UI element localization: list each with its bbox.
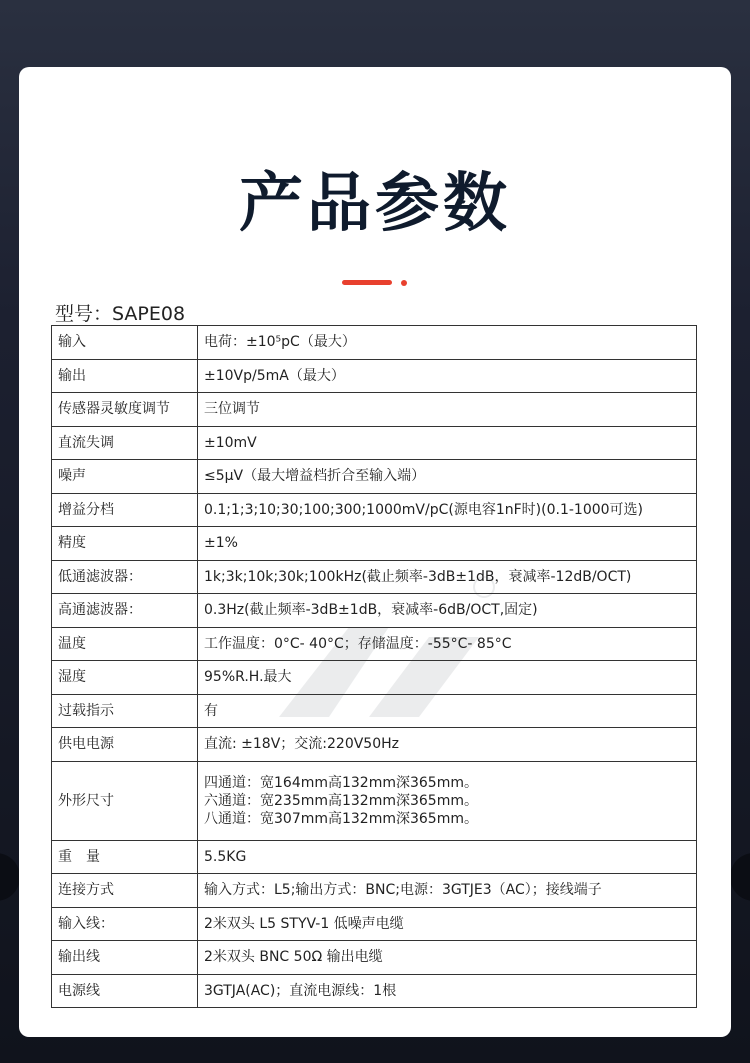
title-accent-dot bbox=[401, 280, 407, 286]
spec-label: 输出 bbox=[52, 359, 198, 393]
table-row bbox=[52, 359, 697, 393]
spec-value-line: 2米双头 L5 STYV-1 低噪声电缆 bbox=[204, 915, 404, 932]
title-accent-line bbox=[342, 280, 392, 285]
spec-value bbox=[198, 326, 697, 360]
spec-label: 连接方式 bbox=[52, 874, 198, 908]
right-notch bbox=[730, 853, 750, 901]
table-row bbox=[52, 560, 697, 594]
spec-value-line: ±1% bbox=[204, 535, 238, 552]
spec-label: 外形尺寸 bbox=[52, 761, 198, 840]
table-row bbox=[52, 460, 697, 494]
spec-value bbox=[198, 694, 697, 728]
spec-value-line: 95%R.H.最大 bbox=[204, 669, 292, 686]
spec-value bbox=[198, 761, 697, 840]
spec-value bbox=[198, 359, 697, 393]
spec-value bbox=[198, 840, 697, 874]
spec-value bbox=[198, 393, 697, 427]
page-title: 产品参数 bbox=[239, 167, 511, 241]
spec-label: 输出线 bbox=[52, 941, 198, 975]
spec-label: 电源线 bbox=[52, 974, 198, 1008]
left-notch bbox=[0, 853, 20, 901]
table-row bbox=[52, 761, 697, 840]
table-row bbox=[52, 393, 697, 427]
table-row bbox=[52, 941, 697, 975]
table-row bbox=[52, 874, 697, 908]
spec-value-line: 2米双头 BNC 50Ω 输出电缆 bbox=[204, 949, 383, 966]
spec-value-line: 四通道：宽164mm高132mm深365mm。 bbox=[204, 774, 478, 791]
spec-value-line: 有 bbox=[204, 702, 218, 719]
table-row bbox=[52, 627, 697, 661]
spec-value bbox=[198, 907, 697, 941]
spec-value bbox=[198, 594, 697, 628]
table-row bbox=[52, 694, 697, 728]
spec-label: 湿度 bbox=[52, 661, 198, 695]
spec-value-line: 1k;3k;10k;30k;100kHz(截止频率-3dB±1dB，衰减率-12dB/OCT) bbox=[204, 568, 632, 585]
spec-value bbox=[198, 661, 697, 695]
spec-value bbox=[198, 527, 697, 561]
table-row bbox=[52, 907, 697, 941]
spec-label: 增益分档 bbox=[52, 493, 198, 527]
spec-value-line: 六通道：宽235mm高132mm深365mm。 bbox=[204, 792, 478, 809]
model-label: 型号：SAPE08 bbox=[55, 303, 186, 325]
spec-value-line: 5.5KG bbox=[204, 848, 247, 865]
spec-label: 低通滤波器： bbox=[52, 560, 198, 594]
table-row bbox=[52, 527, 697, 561]
spec-value-line: 三位调节 bbox=[204, 401, 260, 418]
spec-label: 传感器灵敏度调节 bbox=[52, 393, 198, 427]
spec-value bbox=[198, 426, 697, 460]
spec-value bbox=[198, 974, 697, 1008]
spec-value-line: 输入方式：L5;输出方式：BNC;电源：3GTJE3（AC）；接线端子 bbox=[204, 882, 602, 899]
table-row bbox=[52, 326, 697, 360]
table-row bbox=[52, 974, 697, 1008]
spec-value bbox=[198, 728, 697, 762]
spec-label: 直流失调 bbox=[52, 426, 198, 460]
table-row bbox=[52, 728, 697, 762]
spec-card bbox=[19, 67, 731, 1037]
spec-label: 噪声 bbox=[52, 460, 198, 494]
spec-label: 供电电源 bbox=[52, 728, 198, 762]
table-row bbox=[52, 840, 697, 874]
table-row bbox=[52, 493, 697, 527]
spec-label: 输入线： bbox=[52, 907, 198, 941]
spec-value bbox=[198, 874, 697, 908]
table-row bbox=[52, 426, 697, 460]
spec-value bbox=[198, 560, 697, 594]
spec-value-line: ±10Vp/5mA（最大） bbox=[204, 367, 345, 384]
spec-table bbox=[51, 325, 697, 1008]
spec-value bbox=[198, 941, 697, 975]
spec-value-line: 0.3Hz(截止频率-3dB±1dB，衰减率-6dB/OCT,固定) bbox=[204, 602, 538, 619]
table-row bbox=[52, 594, 697, 628]
spec-label: 温度 bbox=[52, 627, 198, 661]
spec-value bbox=[198, 493, 697, 527]
table-row bbox=[52, 661, 697, 695]
spec-value-line: 0.1;1;3;10;30;100;300;1000mV/pC(源电容1nF时)(0.1-1000可选) bbox=[204, 501, 644, 518]
spec-value-line: ≤5μV（最大增益档折合至输入端） bbox=[204, 468, 426, 485]
spec-label: 输入 bbox=[52, 326, 198, 360]
spec-label: 重 量 bbox=[52, 840, 198, 874]
spec-value-line: ±10mV bbox=[204, 434, 257, 451]
spec-value-line: 八通道：宽307mm高132mm深365mm。 bbox=[204, 810, 478, 827]
spec-value-line: 3GTJA(AC)；直流电源线：1根 bbox=[204, 982, 397, 999]
spec-label: 精度 bbox=[52, 527, 198, 561]
spec-value-line: 直流: ±18V；交流:220V50Hz bbox=[204, 736, 399, 753]
spec-label: 过载指示 bbox=[52, 694, 198, 728]
spec-label: 高通滤波器： bbox=[52, 594, 198, 628]
spec-value-line: 工作温度：0°C- 40°C；存储温度：-55°C- 85°C bbox=[204, 635, 512, 652]
spec-value-line: 电荷：±10⁵pC（最大） bbox=[204, 334, 356, 351]
spec-value bbox=[198, 460, 697, 494]
spec-value bbox=[198, 627, 697, 661]
